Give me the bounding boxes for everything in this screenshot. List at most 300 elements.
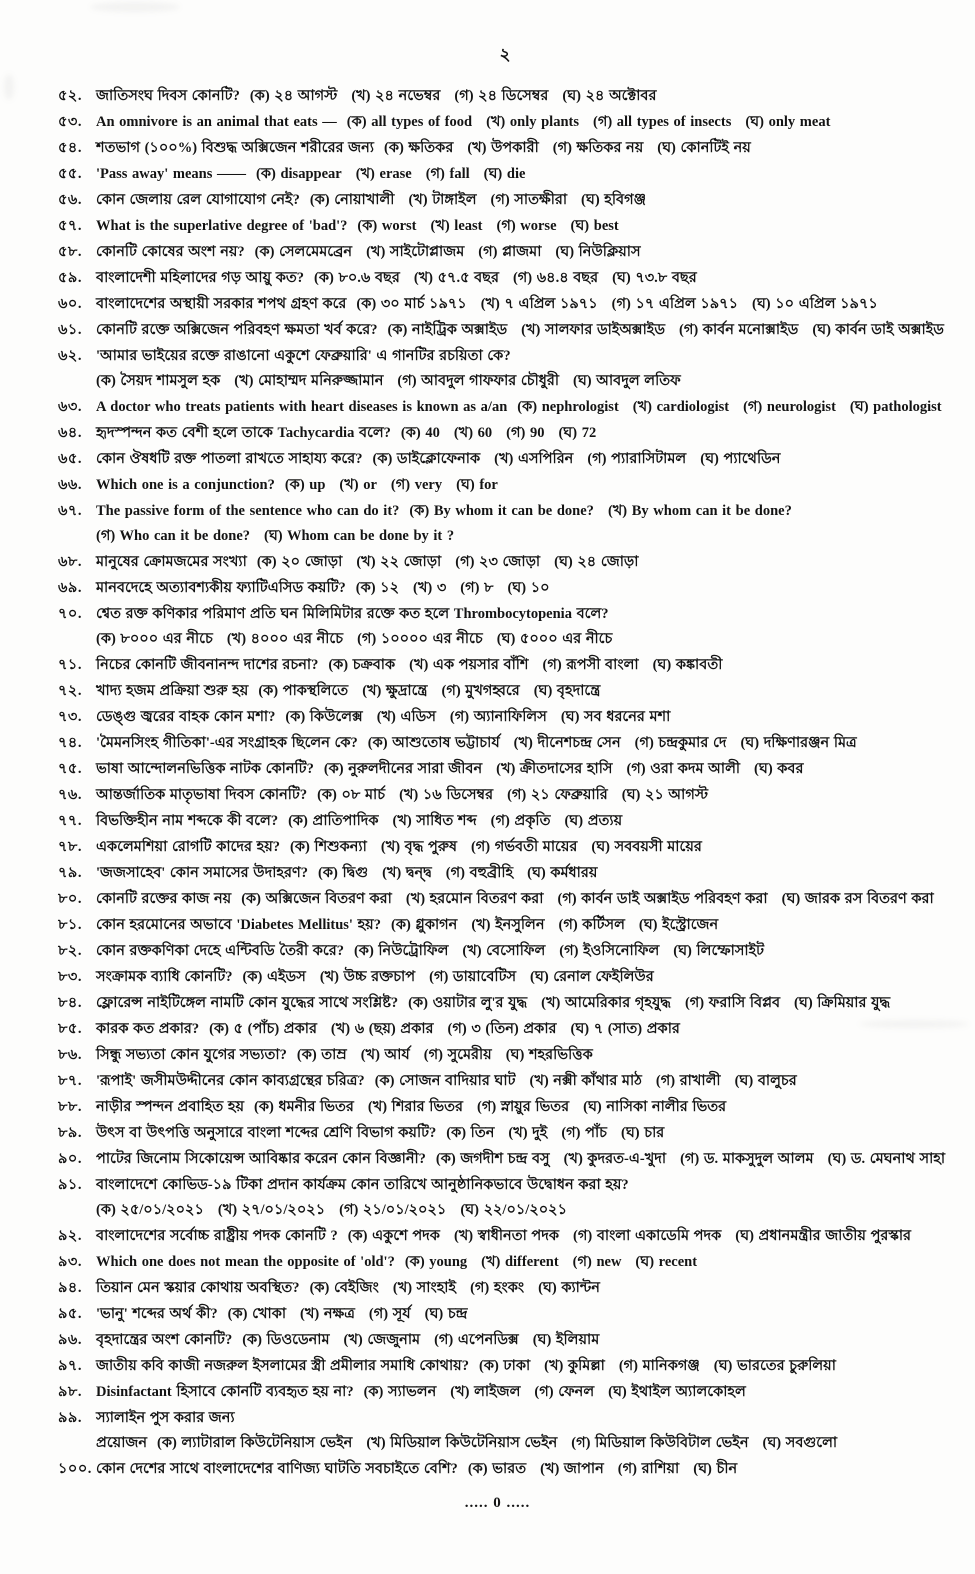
- question-number: ৬২.: [58, 348, 82, 364]
- option: (ক) একুশে পদক: [347, 1228, 440, 1244]
- question-options: [354, 943, 764, 959]
- option: (ক) খোকা: [227, 1306, 287, 1322]
- option: (খ) মিডিয়াল কিউটেনিয়াস ভেইন: [366, 1435, 558, 1451]
- question-number: ৫৪.: [58, 140, 82, 156]
- option: (ঘ) ক্যান্টন: [538, 1280, 600, 1296]
- question-options: [250, 88, 657, 104]
- question-row: [58, 1069, 963, 1094]
- question-number: ৬৩.: [58, 399, 82, 415]
- question-body: [96, 939, 963, 964]
- option: (ক) ৩০ মার্চ ১৯৭১: [356, 296, 467, 312]
- question-number: ৬৯.: [58, 580, 82, 596]
- option: (ক) পাকস্থলিতে: [258, 683, 349, 699]
- question-body: [96, 344, 963, 394]
- option: (গ) ডায়াবেটিস: [429, 969, 517, 985]
- question-row: [58, 1224, 963, 1249]
- question-number: ৮৬.: [58, 1047, 82, 1063]
- option: (গ) মিডিয়াল কিউবিটাল ভেইন: [571, 1435, 749, 1451]
- question-options: [318, 865, 597, 881]
- option: (গ) প্লাজমা: [478, 244, 542, 260]
- question-text: জাতিসংঘ দিবস কোনটি?: [96, 88, 240, 104]
- option: (খ) সালফার ডাইঅক্সাইড: [521, 322, 666, 338]
- question-row: [58, 757, 963, 782]
- option: (ক) all types of food: [346, 114, 473, 130]
- question-row: [58, 705, 963, 730]
- option: (ঘ) নিউক্লিয়াস: [555, 244, 641, 260]
- question-row: [58, 731, 963, 756]
- option: (ঘ) ১০ এপ্রিল ১৯৭১: [752, 296, 878, 312]
- question-number: ৯৩.: [58, 1254, 82, 1270]
- option: (খ) only plants: [486, 114, 579, 130]
- question-options: [347, 114, 831, 130]
- option: (গ) বহুব্রীহি: [445, 865, 514, 881]
- option: (ঘ) best: [570, 218, 619, 234]
- question-number: ৭৪.: [58, 735, 82, 751]
- option: (গ) কর্টিসল: [558, 917, 625, 933]
- option: (খ) ৪০০০ এর নীচে: [226, 631, 344, 647]
- question-number: ৭২.: [58, 683, 82, 699]
- question-number: ৫৫.: [58, 166, 82, 182]
- question-row: [58, 1147, 963, 1172]
- option: (ঘ) রেনাল ফেইলিউর: [530, 969, 654, 985]
- question-options: [290, 839, 702, 855]
- question-text: বাংলাদেশে কোভিড-১৯ টিকা প্রদান কার্যক্রম কোন তারিখে আনুষ্ঠানিকভাবে উদ্বোধন করা হয়?: [96, 1177, 629, 1193]
- question-text: একলেমশিয়া রোগটি কাদের হয়?: [96, 839, 280, 855]
- option: (ঘ) recent: [635, 1254, 698, 1270]
- question-row: [58, 602, 963, 652]
- question-text: 'রূপাই' জসীমউদ্দীনের কোন কাব্যগ্রন্থের চরিত্র?: [96, 1073, 365, 1089]
- option: (খ) সাংহাই: [392, 1280, 457, 1296]
- option: (খ) 60: [453, 425, 493, 441]
- question-row: [58, 214, 963, 239]
- question-text: সিন্ধু সভ্যতা কোন যুগের সভ্যতা?: [96, 1047, 287, 1063]
- option: (খ) এডিস: [376, 709, 436, 725]
- option: (খ) নক্ষত্র: [300, 1306, 355, 1322]
- question-options: [375, 1073, 797, 1089]
- question-options: [96, 1202, 567, 1218]
- option: (গ) রূপসী বাংলা: [542, 657, 639, 673]
- option: (খ) হরমোন বিতরণ করা: [405, 891, 544, 907]
- option: (ঘ) pathologist: [849, 399, 942, 415]
- question-number: ৫৬.: [58, 192, 82, 208]
- option: (ঘ) only meat: [745, 114, 831, 130]
- question-options: [479, 1358, 836, 1374]
- option: (ক) তিন: [446, 1125, 495, 1141]
- option: (গ) মানিকগঞ্জ: [618, 1358, 700, 1374]
- question-text: স্যালাইন পুস করার জন্য প্রয়োজন: [96, 1410, 235, 1451]
- option: (ক) ল্যাটারাল কিউটেনিয়াস ভেইন: [157, 1435, 353, 1451]
- option: (গ) new: [572, 1254, 622, 1270]
- question-body: [96, 421, 963, 446]
- question-text: বাংলাদেশের অস্থায়ী সরকার শপথ গ্রহণ করে: [96, 296, 347, 312]
- option: (গ) ১৭ এপ্রিল ১৯৭১: [611, 296, 738, 312]
- question-number: ৬১.: [58, 322, 82, 338]
- question-row: [58, 1302, 963, 1327]
- question-number: ৮৮.: [58, 1099, 82, 1115]
- question-row: [58, 84, 963, 109]
- option: (ক) ০৮ মার্চ: [317, 787, 386, 803]
- option: (ক) ক্ষতিকর: [383, 140, 454, 156]
- option: (গ) ৬৪.৪ বছর: [512, 270, 599, 286]
- option: (ক) By whom it can be done?: [409, 503, 594, 519]
- option: (ক) ২৪ আগস্ট: [249, 88, 338, 104]
- option: (ক) সোজন বাদিয়ার ঘাট: [374, 1073, 516, 1089]
- question-row: [58, 1173, 963, 1223]
- option: (ক) ৮০.৬ বছর: [314, 270, 400, 286]
- option: (ক) ১২: [355, 580, 400, 596]
- option: (ক) ভারত: [467, 1461, 527, 1477]
- option: (ক) নোয়াখালী: [309, 192, 395, 208]
- question-body: [96, 188, 963, 213]
- option: (ঘ) লিম্ফোসাইট: [673, 943, 765, 959]
- option: (গ) কার্বন ডাই অক্সাইড পরিবহণ করা: [557, 891, 768, 907]
- question-row: [58, 653, 963, 678]
- option: (খ) কুদরত-এ-খুদা: [563, 1151, 667, 1167]
- option: (গ) fall: [425, 166, 470, 182]
- question-row: [58, 344, 963, 394]
- option: (ক) ঢাকা: [478, 1358, 531, 1374]
- question-options: [243, 969, 654, 985]
- option: (খ) এক পয়সার বাঁশি: [409, 657, 529, 673]
- question-body: [96, 162, 963, 187]
- question-text: 'জজসাহেব' কোন সমাসের উদাহরণ?: [96, 865, 309, 881]
- question-row: [58, 499, 963, 549]
- question-body: [96, 550, 963, 575]
- question-options: [517, 399, 941, 415]
- question-options: [285, 709, 670, 725]
- option: (গ) প্যারাসিটামল: [587, 451, 687, 467]
- question-body: [96, 447, 963, 472]
- question-options: [317, 787, 708, 803]
- option: (ঘ) ৫০০০ এর নীচে: [496, 631, 613, 647]
- option: (ক) স্যাভলন: [363, 1384, 437, 1400]
- question-row: [58, 1043, 963, 1068]
- question-row: [58, 913, 963, 938]
- option: (ঘ) Whom can be done by it ?: [264, 528, 455, 544]
- option: (ঘ) ২৪ অক্টোবর: [562, 88, 657, 104]
- question-row: [58, 783, 963, 808]
- question-text: কোনটি রক্তের কাজ নয়: [96, 891, 232, 907]
- page-footer: ..... 0 .....: [464, 1495, 531, 1511]
- option: (ক) নাইট্রিক অক্সাইড: [387, 322, 508, 338]
- option: (ঘ) ৭ (সাত) প্রকার: [570, 1021, 680, 1037]
- option: (ক) young: [404, 1254, 468, 1270]
- question-number: ৫৭.: [58, 218, 82, 234]
- question-number: ৯৮.: [58, 1384, 82, 1400]
- question-row: [58, 1406, 963, 1456]
- question-number: ৭০.: [58, 606, 82, 622]
- question-text: নাড়ীর স্পন্দন প্রবাহিত হয়: [96, 1099, 245, 1115]
- question-number: ৫২.: [58, 88, 82, 104]
- option: (খ) আর্য: [360, 1047, 410, 1063]
- option: (ঘ) ২২/০১/২০২১: [460, 1202, 568, 1218]
- option: (গ) আবদুল গাফফার চৌধুরী: [397, 373, 559, 389]
- option: (খ) different: [481, 1254, 559, 1270]
- question-options: [241, 891, 934, 907]
- question-number: ৮১.: [58, 917, 82, 933]
- question-options: [310, 192, 646, 208]
- question-body: [96, 1276, 963, 1301]
- option: (খ) কুমিল্লা: [544, 1358, 605, 1374]
- option: (গ) ক্ষতিকর নয়: [552, 140, 644, 156]
- question-options: [258, 683, 600, 699]
- question-options: [209, 1021, 680, 1037]
- question-text: শ্বেত রক্ত কণিকার পরিমাণ প্রতি ঘন মিলিমিটার রক্তে কত হলে Thrombocytopenia বলে?: [96, 606, 609, 622]
- question-row: [58, 1121, 963, 1146]
- option: (ঘ) ক্রিমিয়ার যুদ্ধ: [794, 995, 891, 1011]
- question-text: বৃহদান্ত্রের অংশ কোনটি?: [96, 1332, 233, 1348]
- question-options: [297, 1047, 593, 1063]
- option: (ক) সৈয়দ শামসুল হক: [96, 373, 221, 389]
- option: (গ) all types of insects: [592, 114, 732, 130]
- option: (ঘ) নাসিকা নালীর ভিতর: [583, 1099, 727, 1115]
- option: (খ) ৭ এপ্রিল ১৯৭১: [480, 296, 598, 312]
- question-number: ৫৯.: [58, 270, 82, 286]
- question-options: [356, 580, 550, 596]
- option: (গ) চন্দ্রকুমার দে: [634, 735, 727, 751]
- option: (ক) শিশুকন্যা: [290, 839, 367, 855]
- option: (গ) রাশিয়া: [617, 1461, 680, 1477]
- option: (গ) গর্ভবতী মায়ের: [470, 839, 578, 855]
- question-body: [96, 1302, 963, 1327]
- option: (ক) এইডস: [242, 969, 306, 985]
- question-row: [58, 861, 963, 886]
- option: (ক) কিউলেক্স: [285, 709, 363, 725]
- question-body: [96, 602, 963, 652]
- question-options: [285, 477, 498, 493]
- question-number: ৮৪.: [58, 995, 82, 1011]
- question-row: [58, 421, 963, 446]
- question-options: [242, 1332, 599, 1348]
- option: (ঘ) কোনটিই নয়: [657, 140, 751, 156]
- option: (ঘ) 72: [558, 425, 597, 441]
- question-text: An omnivore is an animal that eats —: [96, 114, 337, 130]
- question-options: [446, 1125, 664, 1141]
- option: (ঘ) কঙ্কাবতী: [652, 657, 723, 673]
- option: (খ) ক্রীতদাসের হাসি: [496, 761, 613, 777]
- option: (ঘ) প্রত্যয়: [564, 813, 623, 829]
- question-body: [96, 84, 963, 109]
- question-text: নিচের কোনটি জীবনানন্দ দাশের রচনা?: [96, 657, 319, 673]
- question-number: ৮২.: [58, 943, 82, 959]
- option: (গ) প্রকৃতি: [490, 813, 551, 829]
- option: (গ) অ্যানাফিলিস: [449, 709, 547, 725]
- option: (খ) জাপান: [540, 1461, 604, 1477]
- option: (ঘ) হবিগঞ্জ: [581, 192, 647, 208]
- question-text: উৎস বা উৎপত্তি অনুসারে বাংলা শব্দের শ্রেণি বিভাগ কয়টি?: [96, 1125, 437, 1141]
- question-body: [96, 913, 963, 938]
- question-text: Disinfactant হিসাবে কোনটি ব্যবহৃত হয় না?: [96, 1384, 354, 1400]
- question-number: ৫৩.: [58, 114, 82, 130]
- question-row: [58, 188, 963, 213]
- option: (খ) উচ্চ রক্তচাপ: [319, 969, 416, 985]
- question-number: ৭৯.: [58, 865, 82, 881]
- question-list: [58, 84, 963, 1483]
- option: (ঘ) ইথাইল অ্যালকোহল: [608, 1384, 746, 1400]
- question-number: ৫৮.: [58, 244, 82, 260]
- question-row: [58, 1276, 963, 1301]
- question-body: [96, 1354, 963, 1379]
- question-row: [58, 447, 963, 472]
- question-text: সংক্রামক ব্যাধি কোনটি?: [96, 969, 233, 985]
- option: (খ) এসপিরিন: [494, 451, 574, 467]
- question-options: [310, 1280, 600, 1296]
- scan-smudge: [90, 2, 180, 12]
- question-row: [58, 939, 963, 964]
- option: (গ) ওরা কদম আলী: [626, 761, 741, 777]
- question-body: [96, 731, 963, 756]
- option: (ক) আশুতোষ ভট্টাচার্য: [367, 735, 500, 751]
- question-options: [328, 657, 722, 673]
- option: (ক) worst: [357, 218, 417, 234]
- question-body: [96, 1121, 963, 1146]
- option: (ঘ) শহরভিত্তিক: [505, 1047, 593, 1063]
- option: (গ) রাখালী: [655, 1073, 721, 1089]
- option: (গ) বাংলা একাডেমি পদক: [573, 1228, 722, 1244]
- question-options: [356, 296, 877, 312]
- option: (খ) ১৬ ডিসেম্বর: [399, 787, 494, 803]
- question-row: [58, 809, 963, 834]
- question-options: [257, 554, 639, 570]
- question-body: [96, 809, 963, 834]
- option: (গ) Who can it be done?: [96, 528, 251, 544]
- question-number: ৮৩.: [58, 969, 82, 985]
- question-body: [96, 1095, 963, 1120]
- option: (খ) By whom can it be done?: [607, 503, 792, 519]
- option: (গ) স্নায়ুর ভিতর: [477, 1099, 570, 1115]
- option: (ক) সেলমেমব্রেন: [254, 244, 353, 260]
- option: (ক) ওয়াটার লু'র যুদ্ধ: [408, 995, 528, 1011]
- option: (গ) worse: [496, 218, 557, 234]
- option: (ক) বেইজিং: [309, 1280, 379, 1296]
- question-text: কোন হরমোনের অভাবে 'Diabetes Mellitus' হয়?: [96, 917, 381, 933]
- option: (ঘ) ১০: [507, 580, 550, 596]
- option: (গ) কার্বন মনোক্সাইড: [679, 322, 799, 338]
- option: (খ) দীনেশচন্দ্র সেন: [513, 735, 621, 751]
- option: (ঘ) কার্বন ডাই অক্সাইড: [812, 322, 944, 338]
- option: (খ) স্বাধীনতা পদক: [453, 1228, 560, 1244]
- question-options: [255, 244, 641, 260]
- question-body: [96, 499, 963, 549]
- option: (ক) তাম্র: [296, 1047, 347, 1063]
- question-text: The passive form of the sentence who can do it?: [96, 503, 400, 519]
- page-number: ২: [499, 45, 511, 64]
- option: (ঘ) কবর: [754, 761, 804, 777]
- question-number: ১০০.: [58, 1461, 92, 1477]
- question-options: [256, 166, 525, 182]
- question-row: [58, 1380, 963, 1405]
- question-body: [96, 1380, 963, 1405]
- option: (ঘ) ইস্ট্রোজেন: [638, 917, 719, 933]
- question-row: [58, 835, 963, 860]
- option: (ক) অক্সিজেন বিতরণ করা: [241, 891, 392, 907]
- question-text: ভাষা আন্দোলনভিত্তিক নাটক কোনটি?: [96, 761, 314, 777]
- question-text: আন্তর্জাতিক মাতৃভাষা দিবস কোনটি?: [96, 787, 308, 803]
- question-number: ৮৫.: [58, 1021, 82, 1037]
- question-number: ৮৭.: [58, 1073, 82, 1089]
- question-body: [96, 1069, 963, 1094]
- question-body: [96, 473, 963, 498]
- option: (খ) উপকারী: [467, 140, 539, 156]
- question-body: [96, 318, 963, 343]
- option: (ক) জগদীশ চন্দ্র বসু: [435, 1151, 550, 1167]
- question-options: [401, 425, 596, 441]
- question-body: [96, 395, 963, 420]
- question-number: ৯৯.: [58, 1410, 82, 1426]
- question-body: [96, 783, 963, 808]
- option: (ঘ) প্রধানমন্ত্রীর জাতীয় পুরস্কার: [735, 1228, 912, 1244]
- option: (গ) ২১/০১/২০২১: [339, 1202, 447, 1218]
- question-number: ৯২.: [58, 1228, 82, 1244]
- option: (ক) ২৫/০১/২০২১: [96, 1202, 204, 1218]
- option: (ক) চক্রবাক: [328, 657, 396, 673]
- question-row: [58, 550, 963, 575]
- option: (ক) nephrologist: [517, 399, 619, 415]
- question-options: [436, 1151, 945, 1167]
- option: (ক) ৮০০০ এর নীচে: [96, 631, 213, 647]
- question-text: পাটের জিনোম সিকোয়েন্স আবিষ্কার করেন কোন বিজ্ঞানী?: [96, 1151, 426, 1167]
- option: (গ) very: [390, 477, 443, 493]
- option: (ঘ) সবগুলো: [762, 1435, 838, 1451]
- option: (গ) ২১ ফেব্রুয়ারি: [507, 787, 608, 803]
- option: (গ) সুমেরীয়: [423, 1047, 492, 1063]
- question-body: [96, 1328, 963, 1353]
- option: (গ) এপেনডিক্স: [434, 1332, 519, 1348]
- question-number: ৯৪.: [58, 1280, 82, 1296]
- question-text: কোন রক্তকণিকা দেহে এন্টিবডি তৈরী করে?: [96, 943, 344, 959]
- question-row: [58, 1017, 963, 1042]
- question-number: ৯৬.: [58, 1332, 82, 1348]
- question-text: মানুষের ক্রোমজমের সংখ্যা: [96, 554, 247, 570]
- option: (ঘ) জারক রস বিতরণ করা: [781, 891, 934, 907]
- question-options: [157, 1435, 837, 1451]
- question-options: [228, 1306, 468, 1322]
- question-body: [96, 266, 963, 291]
- question-text: হৃদস্পন্দন কত বেশী হলে তাকে Tachycardia বলে?: [96, 425, 391, 441]
- question-text: 'Pass away' means ——: [96, 166, 247, 182]
- option: (গ) সূর্য: [368, 1306, 411, 1322]
- question-number: ৭৫.: [58, 761, 82, 777]
- question-row: [58, 576, 963, 601]
- question-body: [96, 1457, 963, 1482]
- question-row: [58, 292, 963, 317]
- question-body: [96, 861, 963, 886]
- option: (ঘ) বালুচর: [734, 1073, 797, 1089]
- option: (ঘ) চার: [621, 1125, 665, 1141]
- option: (গ) পাঁচ: [561, 1125, 607, 1141]
- question-body: [96, 1017, 963, 1042]
- option: (খ) ক্ষুদ্রান্ত্রে: [362, 683, 428, 699]
- question-text: A doctor who treats patients with heart diseases is known as a/an: [96, 399, 508, 415]
- option: (ক) ধমনীর ভিতর: [254, 1099, 354, 1115]
- option: (খ) দ্বন্দ্ব: [382, 865, 432, 881]
- question-number: ৮৯.: [58, 1125, 82, 1141]
- question-text: জাতীয় কবি কাজী নজরুল ইসলামের স্ত্রী প্রমীলার সমাধি কোথায়?: [96, 1358, 469, 1374]
- question-text: কারক কত প্রকার?: [96, 1021, 200, 1037]
- question-row: [58, 1095, 963, 1120]
- question-options: [288, 813, 622, 829]
- option: (খ) নক্সী কাঁথার মাঠ: [529, 1073, 642, 1089]
- option: (খ) least: [430, 218, 483, 234]
- question-row: [58, 887, 963, 912]
- question-row: [58, 1328, 963, 1353]
- option: (গ) ফরাসি বিপ্লব: [684, 995, 781, 1011]
- option: (খ) ৬ (ছয়) প্রকার: [330, 1021, 434, 1037]
- option: (খ) ৫৭.৫ বছর: [413, 270, 499, 286]
- question-body: [96, 292, 963, 317]
- option: (ক) গ্লুকাগন: [390, 917, 458, 933]
- question-options: [387, 322, 943, 338]
